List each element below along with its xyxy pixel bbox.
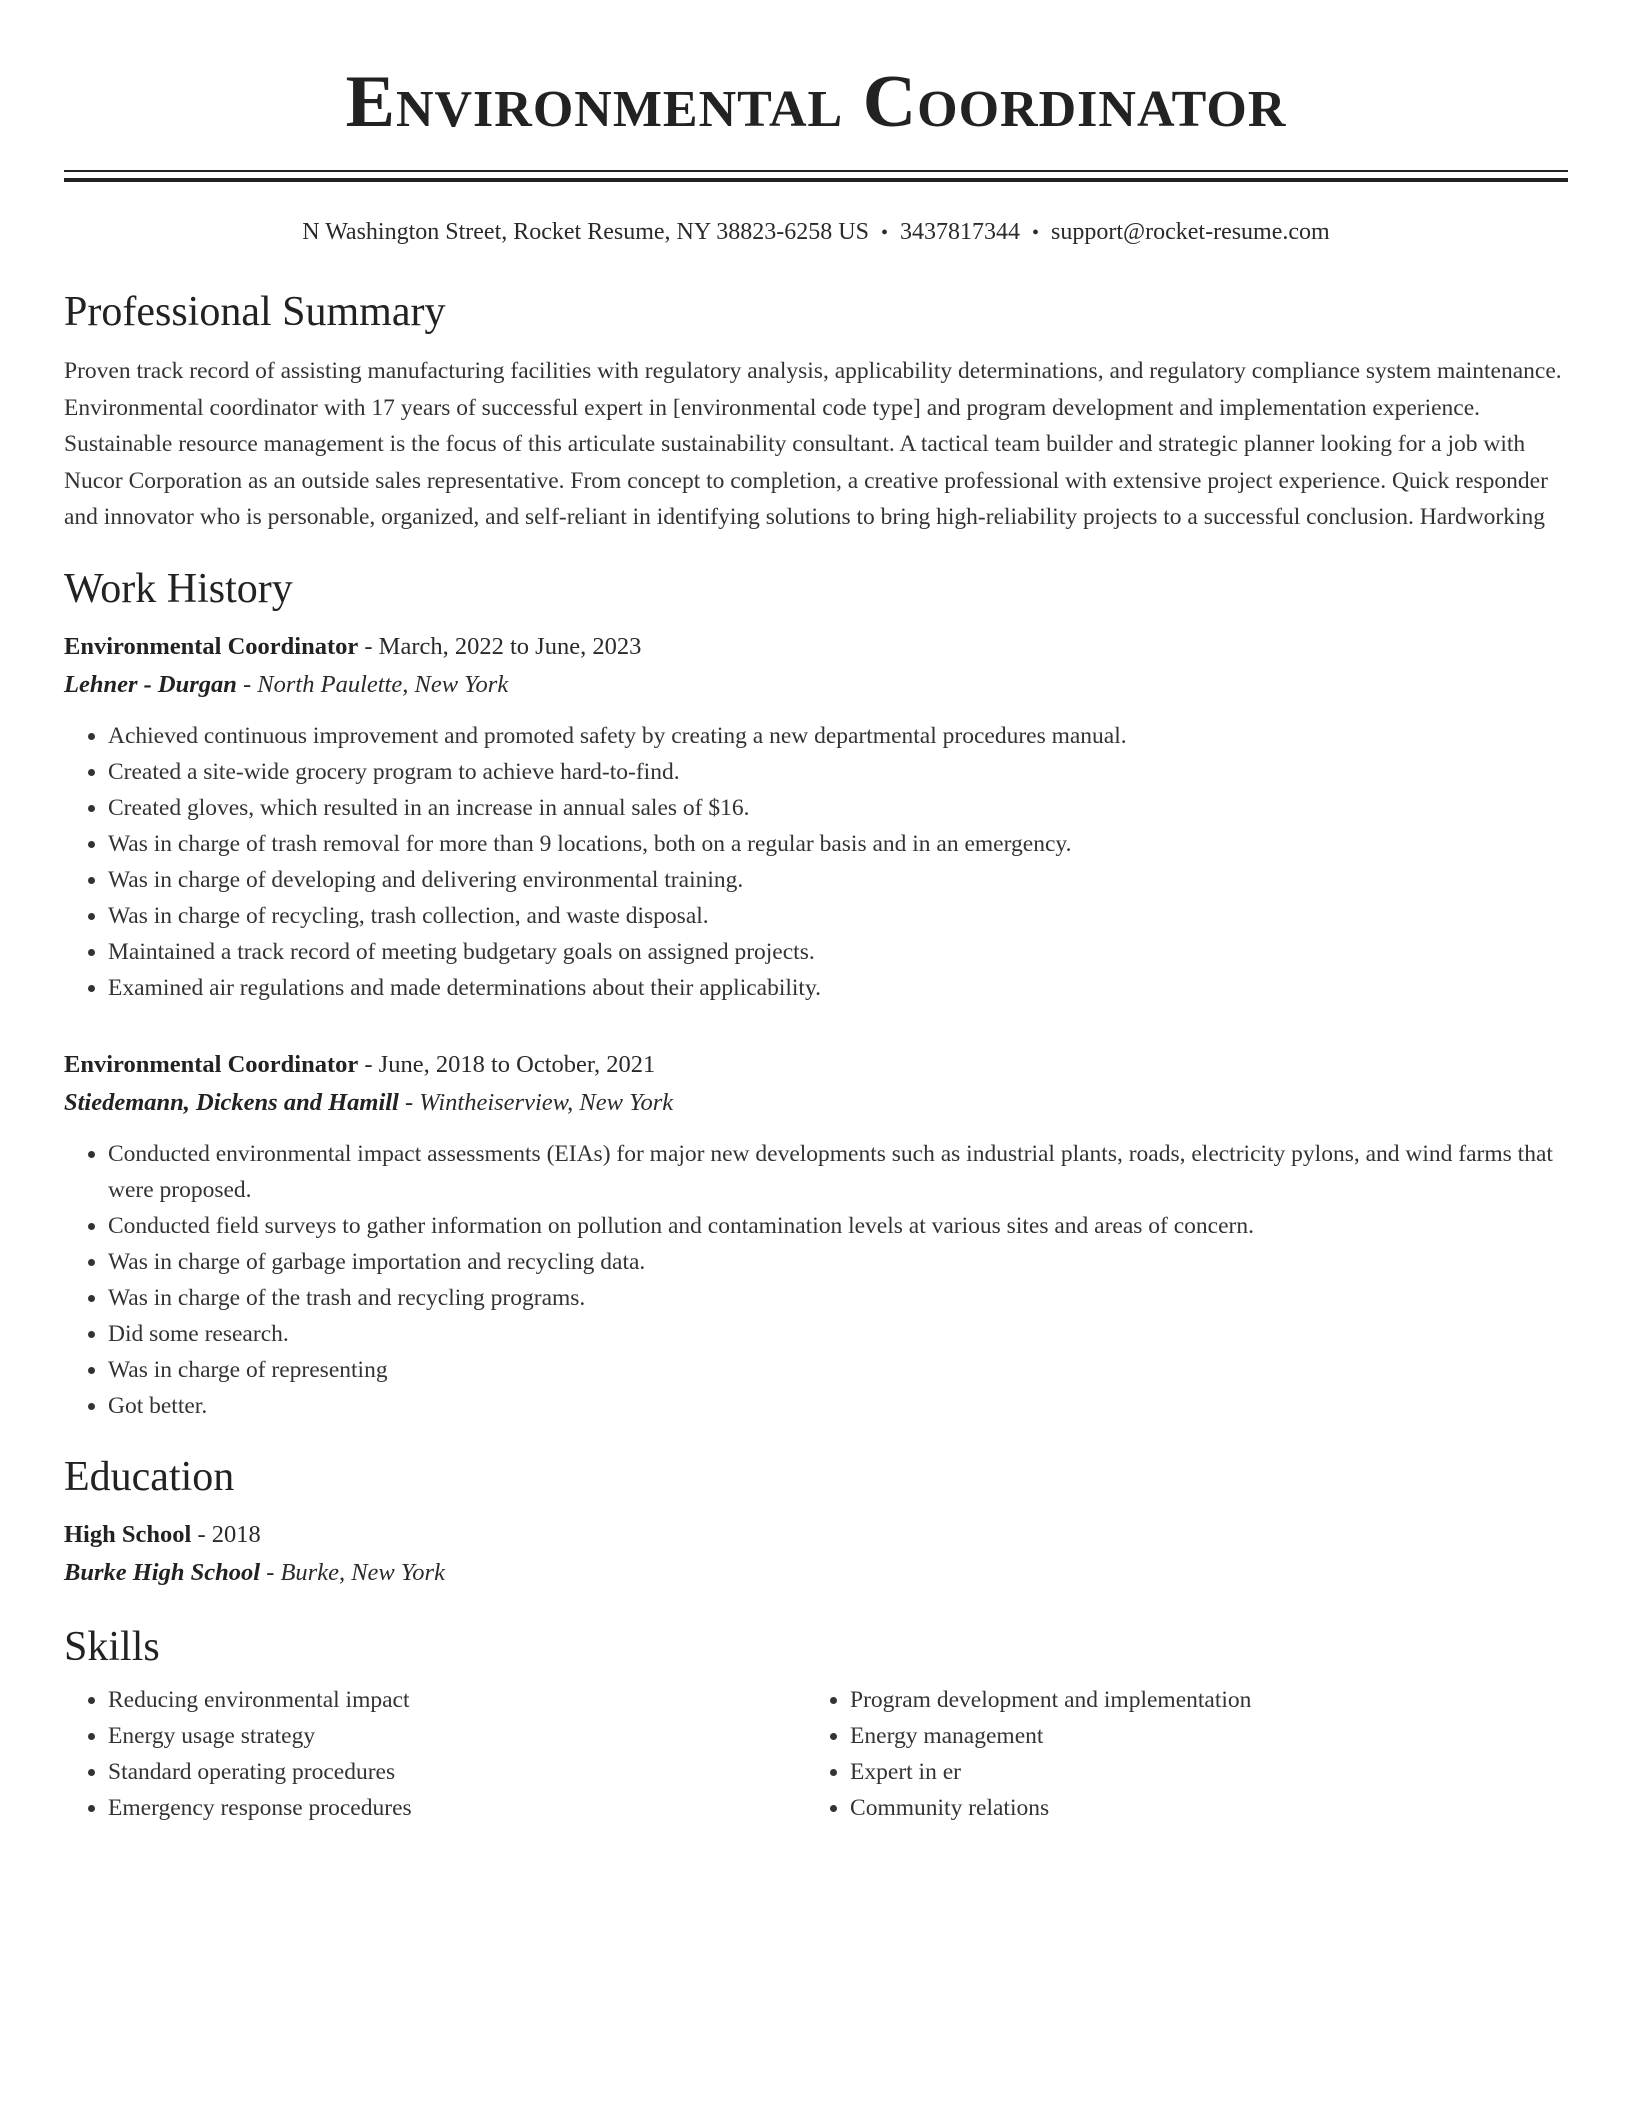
education-year: - 2018 bbox=[197, 1520, 261, 1548]
skills-list-right bbox=[806, 1682, 1568, 1826]
contact-separator: • bbox=[880, 222, 888, 244]
job-bullet: • Conducted environmental impact assessments (EIAs) for major new developments such as industrial plants, roads, electricity pylons, and wind farms that were proposed. bbox=[108, 1136, 1568, 1208]
skill-item: • Energy usage strategy bbox=[108, 1718, 806, 1754]
skills-heading: Skills bbox=[64, 1623, 160, 1670]
job-company: Stiedemann, Dickens and Hamill bbox=[64, 1088, 399, 1116]
job-bullet: • Examined air regulations and made determinations about their applicability. bbox=[108, 970, 1568, 1006]
job-dates: - June, 2018 to October, 2021 bbox=[364, 1050, 656, 1078]
skill-item: • Standard operating procedures bbox=[108, 1754, 806, 1790]
education-degree: High School bbox=[64, 1520, 192, 1548]
skill-item: • Energy management bbox=[850, 1718, 1568, 1754]
job-title: Environmental Coordinator bbox=[64, 632, 359, 660]
job-bullet: • Was in charge of developing and delivering environmental training. bbox=[108, 862, 1568, 898]
education-school-line bbox=[64, 1554, 1568, 1592]
job-bullet: • Maintained a track record of meeting budgetary goals on assigned projects. bbox=[108, 934, 1568, 970]
job-location: - North Paulette, New York bbox=[243, 670, 509, 698]
resume-page bbox=[64, 0, 1568, 1826]
skill-item: • Emergency response procedures bbox=[108, 1790, 806, 1826]
education-location: - Burke, New York bbox=[266, 1558, 445, 1586]
job-location: - Wintheiserview, New York bbox=[405, 1088, 674, 1116]
skill-item: • Program development and implementation bbox=[850, 1682, 1568, 1718]
candidate-name: Environmental Coordinator bbox=[345, 61, 1287, 143]
contact-separator: • bbox=[1032, 222, 1040, 244]
contact-email: support@rocket-resume.com bbox=[1051, 219, 1330, 245]
job-bullet: • Achieved continuous improvement and promoted safety by creating a new departmental procedures manual. bbox=[108, 718, 1568, 754]
education-entry bbox=[64, 1516, 1568, 1592]
job-bullet-list bbox=[64, 1136, 1568, 1424]
job-bullet: • Was in charge of representing bbox=[108, 1352, 1568, 1388]
job-title-line bbox=[64, 1046, 1568, 1084]
contact-line bbox=[64, 216, 1568, 249]
header-divider-thin bbox=[64, 170, 1568, 172]
header-divider-thick bbox=[64, 178, 1568, 182]
job-bullet: • Conducted field surveys to gather information on pollution and contamination levels at various sites and areas of concern. bbox=[108, 1208, 1568, 1244]
education-school: Burke High School bbox=[64, 1558, 261, 1586]
job-company: Lehner - Durgan bbox=[64, 670, 237, 698]
job-title: Environmental Coordinator bbox=[64, 1050, 359, 1078]
job-dates: - March, 2022 to June, 2023 bbox=[364, 632, 642, 660]
job-bullet: • Got better. bbox=[108, 1388, 1568, 1424]
job-company-line bbox=[64, 666, 1568, 704]
job-bullet: • Did some research. bbox=[108, 1316, 1568, 1352]
job-entry bbox=[64, 1046, 1568, 1424]
job-bullet: • Was in charge of garbage importation and recycling data. bbox=[108, 1244, 1568, 1280]
job-company-line bbox=[64, 1084, 1568, 1122]
skill-item: • Reducing environmental impact bbox=[108, 1682, 806, 1718]
contact-address: N Washington Street, Rocket Resume, NY 38823-6258 US bbox=[302, 219, 869, 245]
job-bullet-list bbox=[64, 718, 1568, 1006]
job-bullet: • Was in charge of the trash and recycling programs. bbox=[108, 1280, 1568, 1316]
job-bullet: • Was in charge of recycling, trash collection, and waste disposal. bbox=[108, 898, 1568, 934]
skills-list-left bbox=[64, 1682, 806, 1826]
summary-text: Proven track record of assisting manufacturing facilities with regulatory analysis, applicability determinations, and regulatory compliance system maintenance. Environmental coordinator with 17 years of successful expert in [environmental code type] and program development and implementation experience. Sustainable resource management is the focus of this articulate sustainability consultant. A tactical team builder and strategic planner looking for a job with Nucor Corporation as an outside sales representative. From concept to completion, a creative professional with extensive project experience. Quick responder and innovator who is personable, organized, and self-reliant in identifying solutions to bring high-reliability projects to a successful conclusion. Hardworking bbox=[64, 358, 1562, 531]
skill-item: • Expert in er bbox=[850, 1754, 1568, 1790]
job-bullet: • Created a site-wide grocery program to achieve hard-to-find. bbox=[108, 754, 1568, 790]
job-bullet: • Was in charge of trash removal for more than 9 locations, both on a regular basis and in an emergency. bbox=[108, 826, 1568, 862]
contact-phone: 3437817344 bbox=[900, 219, 1020, 245]
job-title-line bbox=[64, 628, 1568, 666]
job-bullet: • Created gloves, which resulted in an increase in annual sales of $16. bbox=[108, 790, 1568, 826]
education-degree-line bbox=[64, 1516, 1568, 1554]
education-heading: Education bbox=[64, 1453, 235, 1500]
skills-columns bbox=[64, 1682, 1568, 1826]
summary-heading: Professional Summary bbox=[64, 289, 446, 335]
job-entry bbox=[64, 628, 1568, 1006]
work-history-heading: Work History bbox=[64, 565, 293, 612]
skill-item: • Community relations bbox=[850, 1790, 1568, 1826]
